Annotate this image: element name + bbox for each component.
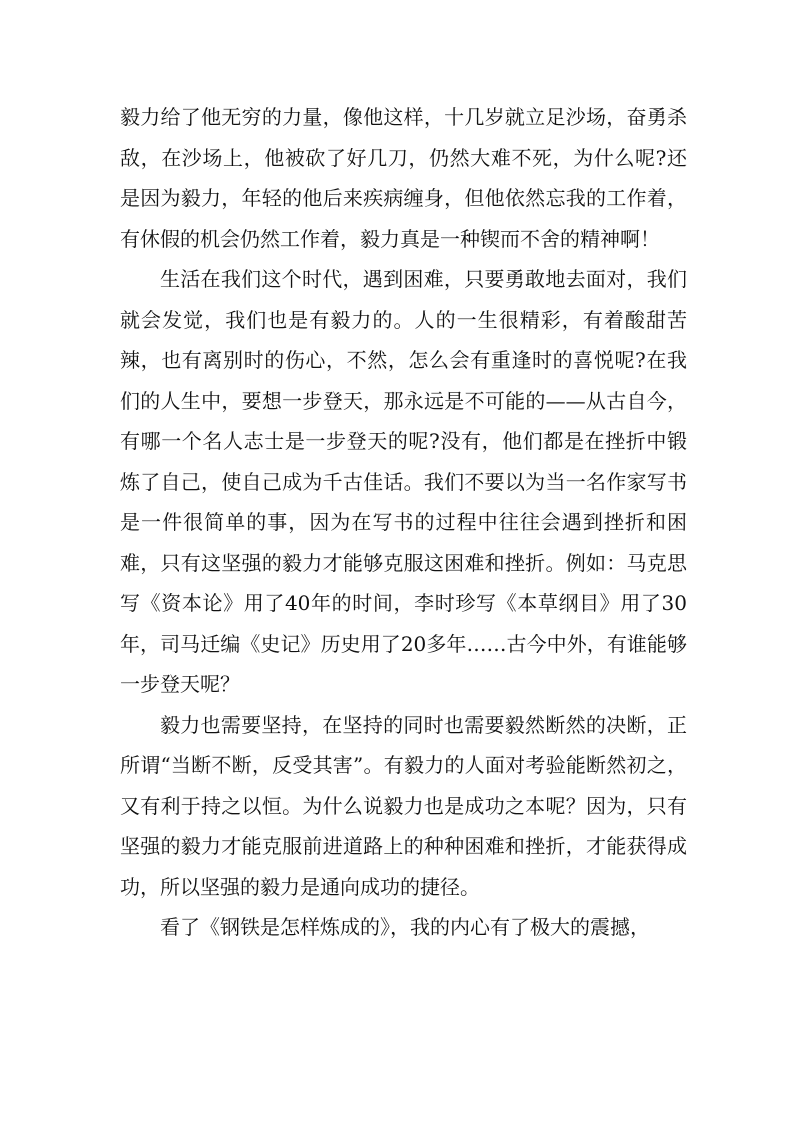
paragraph-1: 毅力给了他无穷的力量，像他这样，十几岁就立足沙场，奋勇杀敌，在沙场上，他被砍了好几刀，仍然大难不死，为什么呢?还是因为毅力，年轻的他后来疾病缠身，但他依然忘我的工作着，有休假的机会仍然工作着，毅力真是一种锲而不舍的精神啊！ — [120, 105, 687, 251]
paragraph-4: 看了《钢铁是怎样炼成的》，我的内心有了极大的震撼， — [160, 915, 650, 939]
paragraph-2: 生活在我们这个时代，遇到困难，只要勇敢地去面对，我们就会发觉，我们也是有毅力的。人的一生很精彩，有着酸甜苦辣，也有离别时的伤心，不然，怎么会有重逢时的喜悦呢?在我们的人生中，要想一步登天，那永远是不可能的——从古自今，有哪一个名人志士是一步登天的呢?没有，他们都是在挫折中锻炼了自己，使自己成为千古佳话。我们不要以为当一名作家写书是一件很简单的事，因为在写书的过程中往往会遇到挫折和困难，只有这坚强的毅力才能够克服这困难和挫折。例如：马克思写《资本论》用了40年的时间，李时珍写《本草纲目》用了30年，司马迁编《史记》历史用了20多年……古今中外，有谁能够一步登天呢？ — [120, 267, 687, 696]
document-body — [120, 97, 687, 948]
paragraph-3: 毅力也需要坚持，在坚持的同时也需要毅然断然的决断，正所谓“当断不断，反受其害”。有毅力的人面对考验能断然初之，又有利于持之以恒。为什么说毅力也是成功之本呢？因为，只有坚强的毅力才能克服前进道路上的种种困难和挫折，才能获得成功，所以坚强的毅力是通向成功的捷径。 — [120, 712, 687, 899]
